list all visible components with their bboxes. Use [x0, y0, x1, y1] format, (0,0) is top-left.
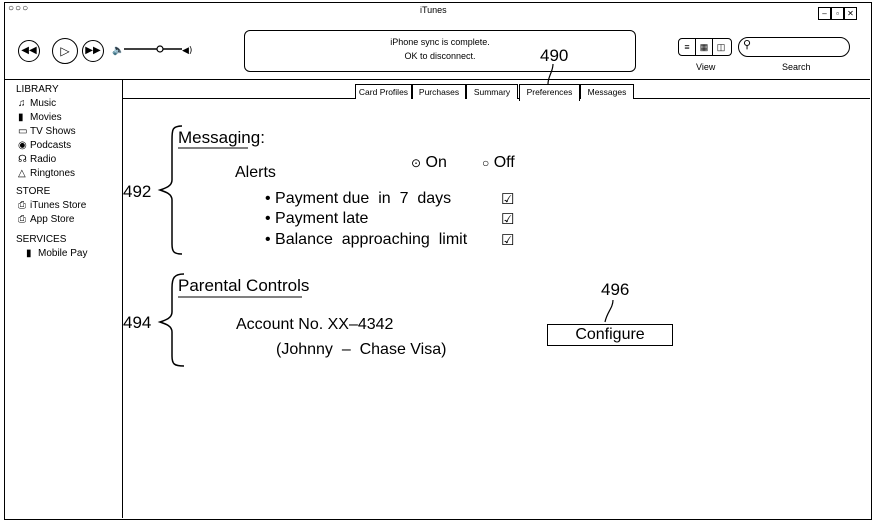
music-note-icon: ♫: [18, 98, 26, 109]
ref-496: 496: [601, 280, 630, 299]
tab-preferences[interactable]: Preferences: [519, 84, 580, 101]
tab-messages[interactable]: Messages: [580, 84, 634, 99]
window-title: iTunes: [420, 5, 447, 15]
list-view-icon[interactable]: ≡: [679, 39, 696, 55]
sidebar-item-ringtones[interactable]: △ Ringtones: [18, 168, 76, 179]
tab-summary[interactable]: Summary: [466, 84, 518, 99]
window-buttons[interactable]: ○○○: [8, 3, 30, 14]
sidebar-item-podcasts[interactable]: ◉ Podcasts: [18, 140, 72, 151]
library-header: LIBRARY: [16, 84, 59, 95]
parental-controls-title: Parental Controls: [178, 276, 310, 295]
alert-item-balance-limit: • Balance approaching limit: [265, 231, 468, 248]
alert-item-payment-late: • Payment late: [265, 210, 369, 227]
close-icon[interactable]: ✕: [844, 7, 857, 20]
search-label: Search: [782, 62, 811, 72]
ref-494: 494: [123, 313, 152, 332]
sidebar-item-music[interactable]: ♫ Music: [18, 98, 57, 109]
search-icon: ⚲: [743, 39, 752, 51]
fast-forward-icon[interactable]: ▶▶: [82, 40, 104, 62]
view-label: View: [696, 62, 716, 72]
coverflow-view-icon[interactable]: ◫: [716, 42, 726, 52]
tv-icon: ▭: [18, 126, 28, 137]
sidebar-item-movies[interactable]: ▮ Movies: [18, 112, 62, 123]
sidebar-item-radio[interactable]: ☊ Radio: [18, 154, 57, 165]
minimize-icon[interactable]: –: [818, 7, 831, 20]
account-number: Account No. XX–4342: [236, 316, 394, 333]
store-header: STORE: [16, 186, 51, 197]
sidebar-item-itunes-store[interactable]: ⎙ iTunes Store: [18, 200, 87, 211]
volume-high-icon: ◀): [182, 46, 193, 56]
alerts-label: Alerts: [235, 164, 276, 181]
status-line-2: OK to disconnect.: [404, 51, 476, 61]
checkbox-balance-limit[interactable]: ☑: [501, 232, 515, 249]
sidebar-item-mobile-pay[interactable]: ▮ Mobile Pay: [26, 248, 88, 259]
volume-low-icon: 🔈: [112, 45, 125, 56]
tab-purchases[interactable]: Purchases: [412, 84, 466, 99]
account-detail: (Johnny – Chase Visa): [276, 341, 447, 358]
maximize-icon[interactable]: ▫: [831, 7, 844, 20]
radio-selected-icon: ⊙: [411, 156, 422, 170]
podcast-icon: ◉: [18, 140, 27, 151]
store-icon: ⎙: [18, 214, 26, 225]
status-line-1: iPhone sync is complete.: [390, 37, 490, 47]
sidebar-item-tv-shows[interactable]: ▭ TV Shows: [18, 126, 76, 137]
film-icon: ▮: [18, 112, 24, 123]
play-icon[interactable]: ▷: [52, 38, 78, 64]
services-header: SERVICES: [16, 234, 67, 245]
tab-card-profiles[interactable]: Card Profiles: [355, 84, 412, 99]
radio-unselected-icon: ○: [482, 156, 490, 170]
radio-icon: ☊: [18, 154, 27, 165]
ref-490: 490: [540, 46, 569, 65]
album-view-icon[interactable]: ▦: [696, 39, 713, 55]
alert-item-payment-due: • Payment due in 7 days: [265, 190, 452, 207]
checkbox-payment-late[interactable]: ☑: [501, 211, 515, 228]
messaging-title: Messaging:: [178, 128, 265, 147]
phone-icon: ▮: [26, 248, 32, 259]
alerts-on-radio[interactable]: ⊙ On: [411, 154, 447, 171]
alerts-off-radio[interactable]: ○ Off: [482, 154, 515, 171]
store-icon: ⎙: [18, 200, 26, 211]
sidebar-item-app-store[interactable]: ⎙ App Store: [18, 214, 75, 225]
configure-button[interactable]: Configure: [547, 324, 673, 346]
rewind-icon[interactable]: ◀◀: [18, 40, 40, 62]
bell-icon: △: [18, 168, 26, 179]
ref-492: 492: [123, 182, 152, 201]
leader-496: [605, 300, 613, 322]
leader-490: [548, 64, 553, 84]
checkbox-payment-due[interactable]: ☑: [501, 191, 515, 208]
